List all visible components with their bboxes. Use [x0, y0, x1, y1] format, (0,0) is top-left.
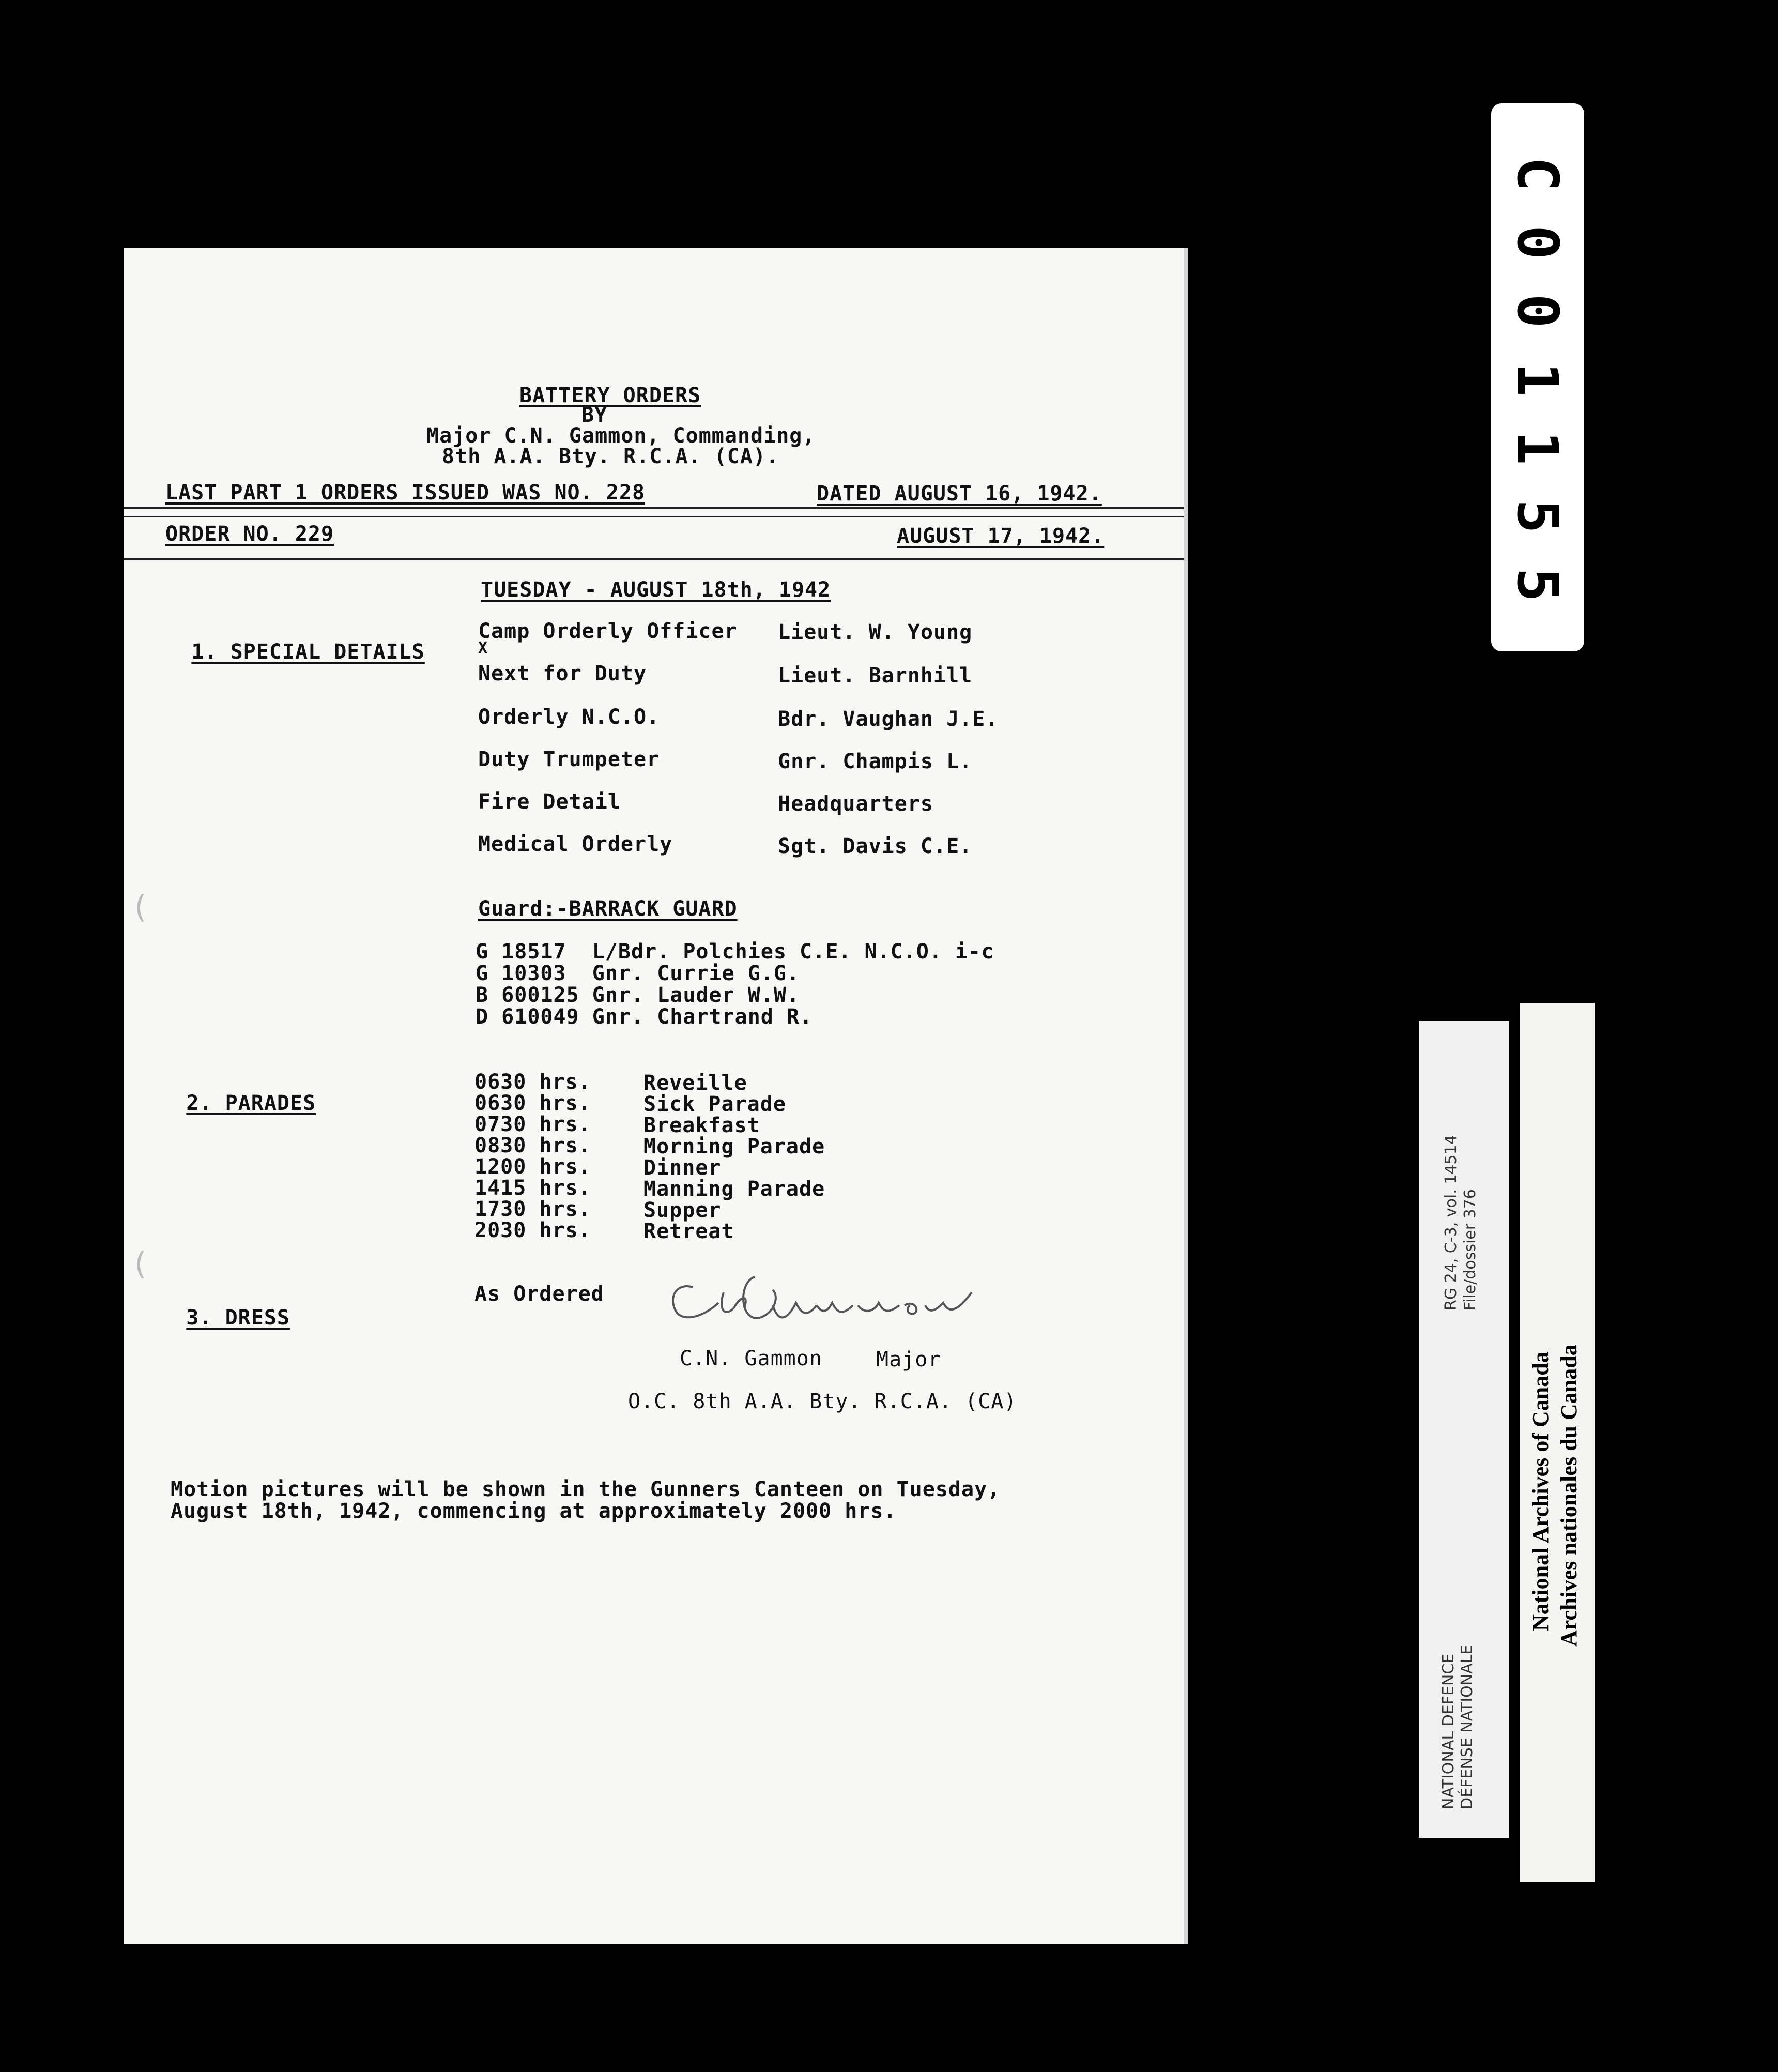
- guard-heading: Guard:-BARRACK GUARD: [478, 897, 738, 921]
- archive-reference-line-2: File/dossier 376: [1461, 1189, 1479, 1311]
- signatory-name: C.N. Gammon: [680, 1347, 822, 1370]
- day-heading: TUESDAY - AUGUST 18th, 1942: [481, 578, 831, 602]
- national-archives-english: National Archives of Canada: [1528, 1351, 1553, 1631]
- last-orders-left: LAST PART 1 ORDERS ISSUED WAS NO. 228: [165, 481, 646, 505]
- archive-number-strip: [1491, 103, 1584, 651]
- detail-name: Gnr. Champis L.: [778, 750, 973, 773]
- parade-event: Manning Parade: [643, 1177, 825, 1201]
- binder-hole-mark: (: [134, 889, 147, 925]
- detail-name: Headquarters: [778, 792, 933, 816]
- document-page: [124, 248, 1184, 1944]
- detail-role: Orderly N.C.O.: [478, 705, 660, 729]
- detail-role: Medical Orderly: [478, 832, 673, 856]
- parade-event: Breakfast: [643, 1114, 760, 1137]
- parade-event: Sick Parade: [643, 1092, 786, 1116]
- parade-event: Supper: [643, 1198, 722, 1222]
- national-archives-french: Archives nationales du Canada: [1556, 1344, 1582, 1647]
- guard-member: D 610049 Gnr. Chartrand R.: [476, 1005, 813, 1029]
- detail-name: Lieut. W. Young: [778, 620, 973, 644]
- detail-name: Sgt. Davis C.E.: [778, 834, 973, 858]
- parade-time: 1730 hrs.: [474, 1197, 591, 1221]
- parade-time: 0630 hrs.: [474, 1070, 591, 1094]
- last-orders-right: DATED AUGUST 16, 1942.: [817, 482, 1102, 506]
- parade-event: Morning Parade: [643, 1135, 825, 1159]
- guard-member: B 600125 Gnr. Lauder W.W.: [476, 983, 800, 1007]
- divider-top: [124, 507, 1184, 509]
- order-number: ORDER NO. 229: [165, 522, 334, 546]
- section-2-label: [134, 1068, 316, 1139]
- document-by: BY: [581, 403, 608, 427]
- handwritten-signature: [662, 1256, 1054, 1334]
- binder-hole-mark: (: [134, 1246, 147, 1282]
- detail-role: Next for Duty: [478, 662, 647, 685]
- divider-middle: [124, 516, 1184, 517]
- detail-role: Camp Orderly Officer: [478, 619, 738, 643]
- detail-name: Bdr. Vaughan J.E.: [778, 707, 999, 731]
- section-3-label: [134, 1282, 290, 1353]
- parade-time: 1415 hrs.: [474, 1176, 591, 1200]
- parade-event: Retreat: [643, 1220, 734, 1243]
- department-english: NATIONAL DEFENCE: [1439, 1653, 1458, 1809]
- archive-number: C 0 0 1 1 5 5: [1505, 157, 1571, 602]
- parade-event: Reveille: [643, 1071, 747, 1095]
- parade-time: 2030 hrs.: [474, 1218, 591, 1242]
- section-1-label: [140, 616, 425, 688]
- section-1-marker: X: [478, 639, 488, 657]
- national-archives-label: [1520, 1003, 1595, 1882]
- commander-line: Major C.N. Gammon, Commanding,: [426, 424, 816, 448]
- signatory-rank: Major: [876, 1348, 941, 1372]
- section-3-text: 3. DRESS: [186, 1306, 290, 1330]
- detail-role: Duty Trumpeter: [478, 748, 660, 771]
- parade-time: 1200 hrs.: [474, 1155, 591, 1179]
- order-date: AUGUST 17, 1942.: [897, 524, 1105, 548]
- parade-event: Dinner: [643, 1156, 722, 1180]
- department-french: DÉFENSE NATIONALE: [1458, 1644, 1476, 1809]
- unit-line: 8th A.A. Bty. R.C.A. (CA).: [442, 445, 779, 468]
- parade-time: 0730 hrs.: [474, 1113, 591, 1136]
- notice-line-2: August 18th, 1942, commencing at approximately 2000 hrs.: [171, 1499, 897, 1523]
- archive-reference-label: [1419, 1021, 1509, 1838]
- notice-line-1: Motion pictures will be shown in the Gunners Canteen on Tuesday,: [171, 1477, 1001, 1501]
- detail-role: Fire Detail: [478, 790, 621, 814]
- dress-value: As Ordered: [474, 1282, 604, 1306]
- section-1-text: 1. SPECIAL DETAILS: [191, 640, 425, 664]
- detail-name: Lieut. Barnhill: [778, 664, 973, 688]
- divider-bottom: [124, 558, 1184, 560]
- parade-time: 0830 hrs.: [474, 1134, 591, 1157]
- guard-member: G 18517 L/Bdr. Polchies C.E. N.C.O. i-c: [476, 940, 994, 964]
- guard-member: G 10303 Gnr. Currie G.G.: [476, 962, 800, 985]
- signatory-unit: O.C. 8th A.A. Bty. R.C.A. (CA): [628, 1390, 1017, 1413]
- section-2-text: 2. PARADES: [186, 1091, 316, 1115]
- document-title: BATTERY ORDERS: [519, 384, 701, 407]
- parade-time: 0630 hrs.: [474, 1091, 591, 1115]
- archive-reference-line-1: RG 24, C-3, vol. 14514: [1442, 1135, 1460, 1311]
